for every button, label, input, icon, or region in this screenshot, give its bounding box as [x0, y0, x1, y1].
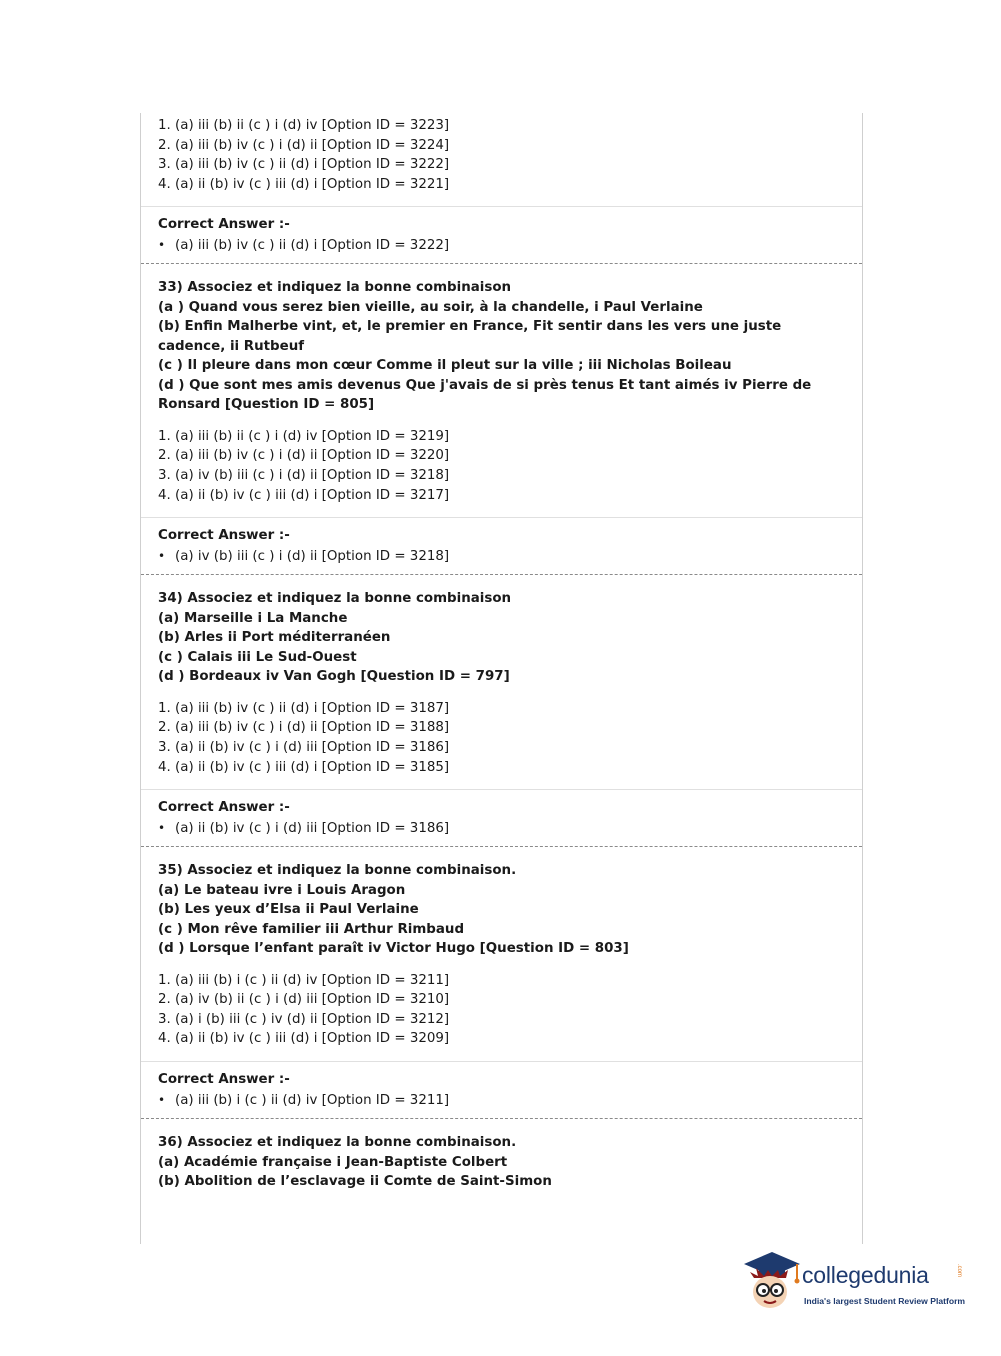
mascot-icon [742, 1250, 802, 1316]
question-line: (b) Abolition de l’esclavage ii Comte de Saint-Simon [158, 1174, 552, 1189]
correct-answer-text: (a) iii (b) i (c ) ii (d) iv [Option ID = 3211] [175, 1093, 450, 1108]
correct-answer-item [158, 817, 862, 840]
question-line: (d ) Bordeaux iv Van Gogh [Question ID = 797] [158, 669, 510, 685]
correct-answer-item [158, 1089, 862, 1112]
question-line: (d ) Que sont mes amis devenus Que j'avais de si près tenus Et tant aimés iv Pierre de Ronsard [Question ID = 805] [158, 377, 812, 413]
correct-answer-block [141, 206, 862, 264]
logo-wordmark: collegedunia [802, 1262, 929, 1288]
question-stem [158, 589, 842, 687]
option-list [158, 959, 842, 1061]
question-block [141, 1119, 862, 1192]
correct-answer-item [158, 234, 862, 257]
option-item: 3. (a) ii (b) iv (c ) i (d) iii [Option ID = 3186] [158, 739, 450, 755]
question-line: (a) Le bateau ivre i Louis Aragon [158, 882, 406, 898]
correct-answer-label: Correct Answer :- [158, 1072, 290, 1087]
option-item: 2. (a) iii (b) iv (c ) i (d) ii [Option ID = 3224] [158, 137, 450, 153]
option-item: 1. (a) iii (b) ii (c ) i (d) iv [Option ID = 3219] [158, 428, 450, 444]
correct-answer-block [141, 789, 862, 847]
option-item: 3. (a) i (b) iii (c ) iv (d) ii [Option ID = 3212] [158, 1011, 450, 1027]
question-line: (b) Enfin Malherbe vint, et, le premier en France, Fit sentir dans les vers une juste cadence, ii Rutbeuf [158, 319, 782, 354]
question-line: (c ) Calais iii Le Sud-Ouest [158, 649, 357, 665]
question-line: (b) Arles ii Port méditerranéen [158, 630, 391, 646]
correct-answer-block [141, 1061, 862, 1119]
correct-answer-text: (a) iv (b) iii (c ) i (d) ii [Option ID = 3218] [175, 549, 450, 565]
correct-answer-item [158, 545, 862, 568]
option-item: 4. (a) ii (b) iv (c ) iii (d) i [Option ID = 3209] [158, 1031, 450, 1047]
question-line: (c ) Il pleure dans mon cœur Comme il pleut sur la ville ; iii Nicholas Boileau [158, 358, 732, 374]
bullet-icon: • [158, 1093, 166, 1107]
question-line: (b) Les yeux d’Elsa ii Paul Verlaine [158, 902, 419, 918]
option-item: 2. (a) iii (b) iv (c ) i (d) ii [Option ID = 3220] [158, 448, 450, 464]
correct-answer-label: Correct Answer :- [158, 528, 290, 544]
collegedunia-logo [742, 1250, 972, 1320]
question-stem [158, 1133, 842, 1192]
question-line: (d ) Lorsque l’enfant paraît iv Victor Hugo [Question ID = 803] [158, 941, 629, 957]
question-stem [158, 861, 842, 959]
option-item: 3. (a) iii (b) iv (c ) ii (d) i [Option ID = 3222] [158, 157, 450, 173]
option-item: 1. (a) iii (b) iv (c ) ii (d) i [Option ID = 3187] [158, 700, 450, 716]
question-block [141, 575, 862, 789]
question-line: (a) Marseille i La Manche [158, 610, 348, 626]
question-block [141, 847, 862, 1061]
bullet-icon: • [158, 238, 166, 253]
question-line: (a ) Quand vous serez bien vieille, au soir, à la chandelle, i Paul Verlaine [158, 299, 703, 315]
option-list [158, 687, 842, 789]
correct-answer-block [141, 517, 862, 575]
option-item: 2. (a) iv (b) ii (c ) i (d) iii [Option ID = 3210] [158, 992, 450, 1008]
option-item: 4. (a) ii (b) iv (c ) iii (d) i [Option ID = 3221] [158, 176, 450, 192]
bullet-icon: • [158, 821, 166, 836]
option-item: 3. (a) iv (b) iii (c ) i (d) ii [Option ID = 3218] [158, 468, 450, 484]
correct-answer-label: Correct Answer :- [158, 800, 290, 816]
question-line: (a) Académie française i Jean-Baptiste Colbert [158, 1154, 508, 1170]
question-block [141, 264, 862, 517]
correct-answer-text: (a) iii (b) iv (c ) ii (d) i [Option ID = 3222] [175, 238, 450, 254]
question-sheet [140, 113, 863, 1244]
option-list [141, 113, 862, 194]
option-item: 4. (a) ii (b) iv (c ) iii (d) i [Option ID = 3217] [158, 487, 450, 503]
question-line: (c ) Mon rêve familier iii Arthur Rimbaud [158, 921, 465, 937]
question-title: 35) Associez et indiquez la bonne combinaison. [158, 863, 517, 879]
option-item: 2. (a) iii (b) iv (c ) i (d) ii [Option ID = 3188] [158, 720, 450, 736]
option-item: 1. (a) iii (b) ii (c ) i (d) iv [Option ID = 3223] [158, 118, 450, 133]
option-item: 4. (a) ii (b) iv (c ) iii (d) i [Option ID = 3185] [158, 759, 450, 775]
option-item: 1. (a) iii (b) i (c ) ii (d) iv [Option ID = 3211] [158, 972, 450, 988]
question-title: 36) Associez et indiquez la bonne combinaison. [158, 1135, 517, 1150]
correct-answer-text: (a) ii (b) iv (c ) i (d) iii [Option ID = 3186] [175, 821, 450, 837]
question-title: 34) Associez et indiquez la bonne combinaison [158, 591, 512, 607]
question-stem [158, 278, 842, 415]
option-list [158, 415, 842, 517]
bullet-icon: • [158, 549, 166, 564]
logo-tagline: India's largest Student Review Platform [804, 1296, 966, 1306]
question-title: 33) Associez et indiquez la bonne combinaison [158, 280, 512, 296]
correct-answer-label: Correct Answer :- [158, 217, 290, 233]
logo-domain: .com [956, 1264, 962, 1278]
